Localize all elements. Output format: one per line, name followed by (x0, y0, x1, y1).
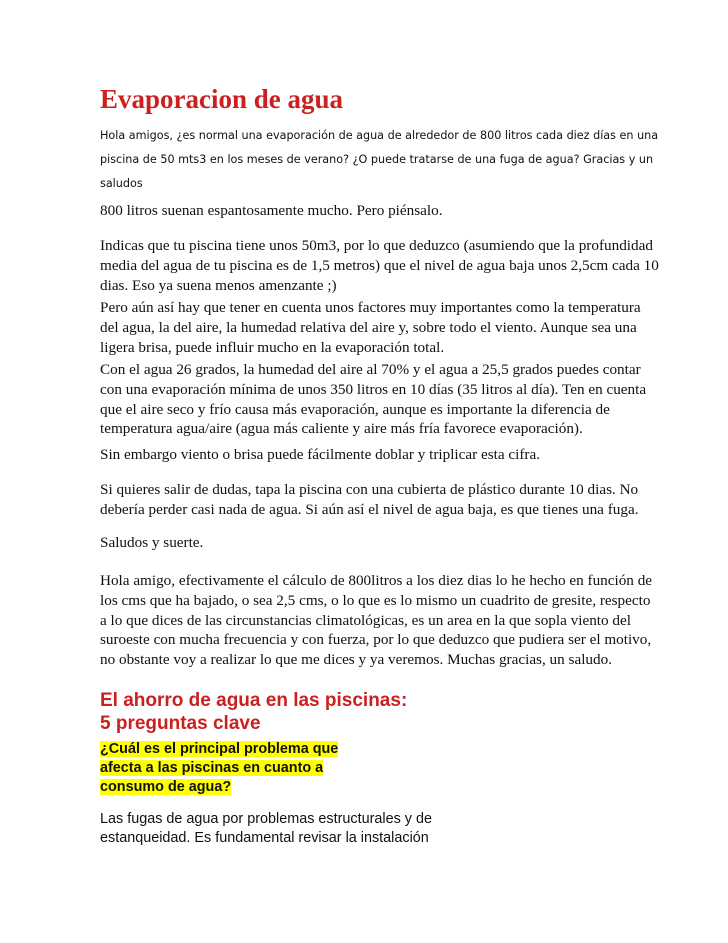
text-line: debería perder casi nada de agua. Si aún así el nivel de agua baja, es que tienes una fuga. (100, 500, 639, 518)
reply-paragraph (100, 571, 653, 670)
highlighted-text: ¿Cuál es el principal problema que (100, 741, 339, 757)
forum-question (100, 124, 659, 196)
text-line: Hola amigo, efectivamente el cálculo de 800litros a los diez dias lo he hecho en función de (100, 572, 653, 589)
text-line: los cms que ha bajado, o sea 2,5 cms, o lo que es lo mismo un cuadrito de gresite, respecto (100, 591, 651, 609)
text-line: que el aire seco y frío causa más evaporación, aunque es importante la diferencia de (100, 400, 610, 418)
page-title: Evaporacion de agua (100, 84, 344, 114)
answer-paragraph-4 (100, 360, 647, 439)
heading-line: 5 preguntas clave (100, 713, 261, 734)
answer-paragraph-6 (100, 480, 639, 520)
answer-paragraph-3 (100, 298, 641, 357)
highlighted-text: consumo de agua? (100, 779, 232, 795)
highlighted-text: afecta a las piscinas en cuanto a (100, 760, 324, 776)
answer-paragraph-5: Sin embargo viento o brisa puede fácilmente doblar y triplicar esta cifra. (100, 446, 540, 463)
text-line: a lo que dices de las circunstancias climatológicas, es un area en la que sopla viento del (100, 611, 631, 629)
heading-line: El ahorro de agua en las piscinas: (100, 690, 408, 711)
text-line: estanqueidad. Es fundamental revisar la instalación (100, 830, 429, 846)
text-line: media del agua de tu piscina es de 1,5 metros) que el nivel de agua baja unos 2,5cm cada 10 (100, 256, 659, 274)
text-line: temperatura agua/aire (agua más caliente y aire más fría favorece evaporación). (100, 420, 583, 438)
text-line: con una evaporación mínima de unos 350 litros en 10 días (35 litros al día). Ten en cuenta (100, 380, 647, 398)
question-line: piscina de 50 mts3 en los meses de verano? ¿O puede tratarse de una fuga de agua? Gracias y un (100, 153, 654, 166)
answer-paragraph-7: Saludos y suerte. (100, 534, 204, 551)
answer-paragraph-1: 800 litros suenan espantosamente mucho. Pero piénsalo. (100, 202, 443, 219)
question-line: saludos (100, 177, 143, 190)
text-line: dias. Eso ya suena menos amenzante ;) (100, 276, 337, 294)
text-line: del agua, la del aire, la humedad relativa del aire y, sobre todo el viento. Aunque sea una (100, 318, 637, 336)
section-heading (100, 689, 407, 735)
text-line: ligera brisa, puede influir mucho en la evaporación total. (100, 338, 445, 356)
text-line: no obstante voy a realizar lo que me dices y ya veremos. Muchas gracias, un saludo. (100, 651, 612, 669)
text-line: Indicas que tu piscina tiene unos 50m3, por lo que deduzco (asumiendo que la profundidad (100, 237, 653, 254)
answer-paragraph-2 (100, 236, 659, 295)
question-line: Hola amigos, ¿es normal una evaporación de agua de alrededor de 800 litros cada diez días en una (100, 129, 659, 142)
highlighted-question (100, 740, 338, 797)
text-line: Las fugas de agua por problemas estructurales y de (100, 811, 432, 827)
text-line: Pero aún así hay que tener en cuenta unos factores muy importantes como la temperatura (100, 299, 641, 316)
text-line: Con el agua 26 grados, la humedad del aire al 70% y el agua a 25,5 grados puedes contar (100, 361, 641, 378)
section-answer (100, 810, 440, 848)
text-line: Si quieres salir de dudas, tapa la piscina con una cubierta de plástico durante 10 dias. No (100, 481, 639, 498)
text-line: suroeste con mucha frecuencia y con fuerza, por lo que deduzco que pudiera ser el motivo, (100, 631, 652, 649)
